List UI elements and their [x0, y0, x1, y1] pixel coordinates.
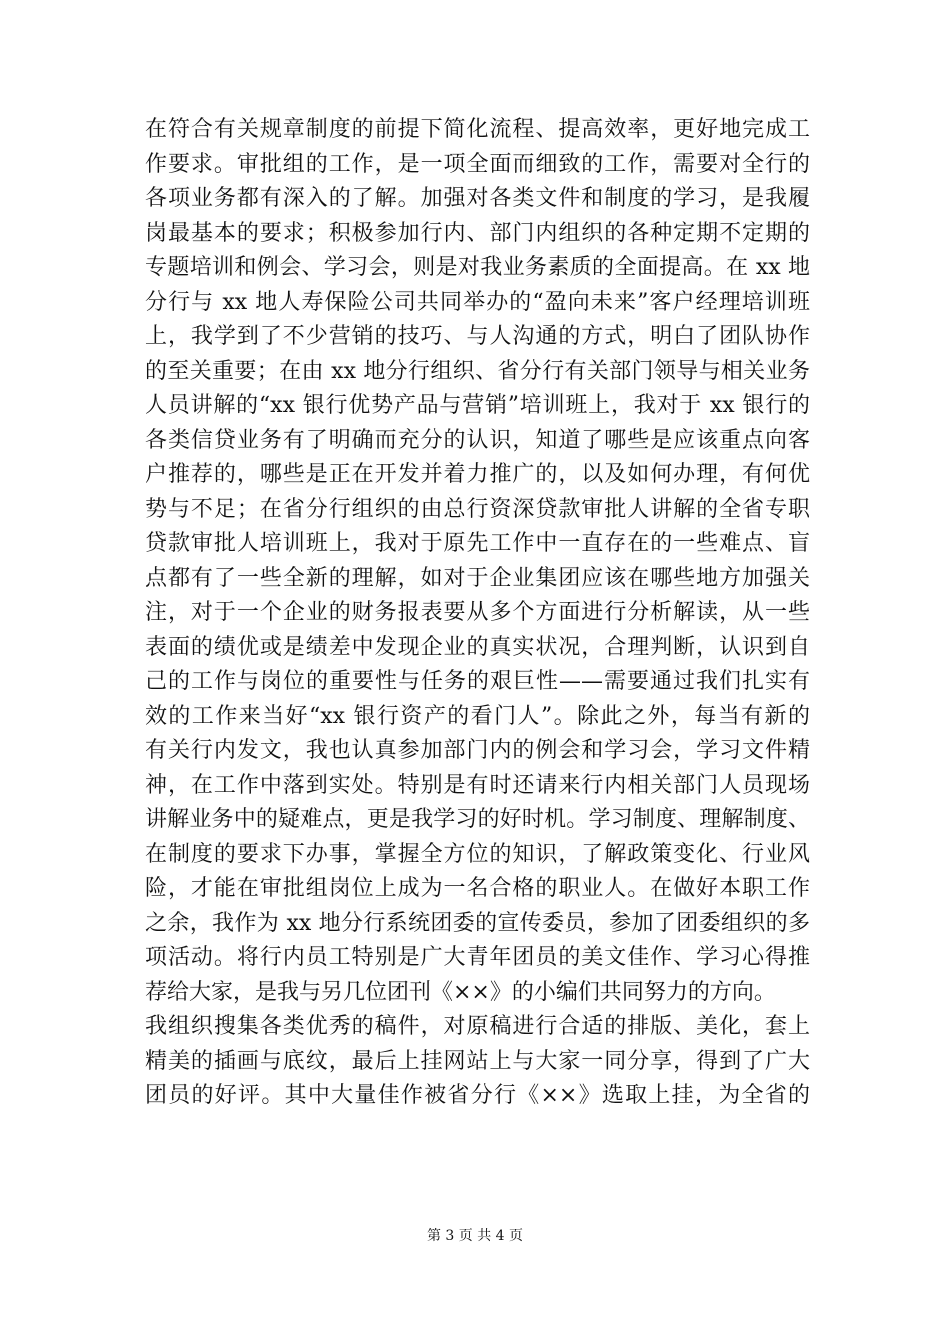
page-footer	[0, 1227, 950, 1245]
text-line: 精美的插画与底纹，最后上挂网站上与大家一同分享，得到了广大	[145, 1048, 810, 1074]
text-line: 己的工作与岗位的重要性与任务的艰巨性——需要通过我们扎实有	[145, 669, 810, 694]
text-line: 贷款审批人培训班上，我对于原先工作中一直存在的一些难点、盲	[145, 531, 810, 556]
text-line: 岗最基本的要求；积极参加行内、部门内组织的各种定期不定期的	[145, 220, 810, 246]
text-line: 险，才能在审批组岗位上成为一名合格的职业人。在做好本职工作	[145, 876, 810, 901]
text-line: 势与不足；在省分行组织的由总行资深贷款审批人讲解的全省专职	[145, 496, 810, 522]
text-line: 分行与 xx 地人寿保险公司共同举办的“盈向未来”客户经理培训班	[145, 289, 810, 315]
text-line: 荐给大家，是我与另几位团刊《××》的小编们共同努力的方向。	[145, 979, 776, 1005]
page-number: 第 3 页 共 4 页	[426, 1228, 524, 1244]
text-line: 作要求。审批组的工作，是一项全面而细致的工作，需要对全行的	[145, 151, 810, 177]
text-line: 在制度的要求下办事，掌握全方位的知识，了解政策变化、行业风	[145, 841, 810, 867]
body-text	[145, 113, 810, 1114]
text-line: 之余，我作为 xx 地分行系统团委的宣传委员，参加了团委组织的多	[145, 910, 810, 936]
text-line: 各类信贷业务有了明确而充分的认识，知道了哪些是应该重点向客	[145, 427, 810, 453]
text-line: 有关行内发文，我也认真参加部门内的例会和学习会，学习文件精	[145, 738, 810, 763]
text-line: 项活动。将行内员工特别是广大青年团员的美文佳作、学习心得推	[145, 945, 810, 970]
text-line: 注，对于一个企业的财务报表要从多个方面进行分析解读，从一些	[145, 600, 810, 625]
text-line: 在符合有关规章制度的前提下简化流程、提高效率，更好地完成工	[145, 117, 810, 142]
text-line: 我组织搜集各类优秀的稿件，对原稿进行合适的排版、美化，套上	[145, 1014, 810, 1039]
text-line: 团员的好评。其中大量佳作被省分行《××》选取上挂，为全省的	[145, 1083, 810, 1108]
text-line: 的至关重要；在由 xx 地分行组织、省分行有关部门领导与相关业务	[145, 358, 810, 384]
text-line: 专题培训和例会、学习会，则是对我业务素质的全面提高。在 xx 地	[145, 255, 810, 280]
text-line: 户推荐的，哪些是正在开发并着力推广的，以及如何办理，有何优	[145, 462, 810, 487]
text-line: 点都有了一些全新的理解，如对于企业集团应该在哪些地方加强关	[145, 565, 810, 591]
text-line: 各项业务都有深入的了解。加强对各类文件和制度的学习，是我履	[145, 186, 810, 211]
text-line: 上，我学到了不少营销的技巧、与人沟通的方式，明白了团队协作	[145, 324, 810, 349]
text-line: 讲解业务中的疑难点，更是我学习的好时机。学习制度、理解制度、	[145, 807, 810, 832]
text-line: 人员讲解的“xx 银行优势产品与营销”培训班上，我对于 xx 银行的	[145, 393, 810, 418]
text-line: 效的工作来当好“xx 银行资产的看门人”。除此之外，每当有新的	[145, 703, 810, 729]
text-line: 表面的绩优或是绩差中发现企业的真实状况，合理判断，认识到自	[145, 634, 810, 660]
text-line: 神，在工作中落到实处。特别是有时还请来行内相关部门人员现场	[145, 772, 810, 798]
